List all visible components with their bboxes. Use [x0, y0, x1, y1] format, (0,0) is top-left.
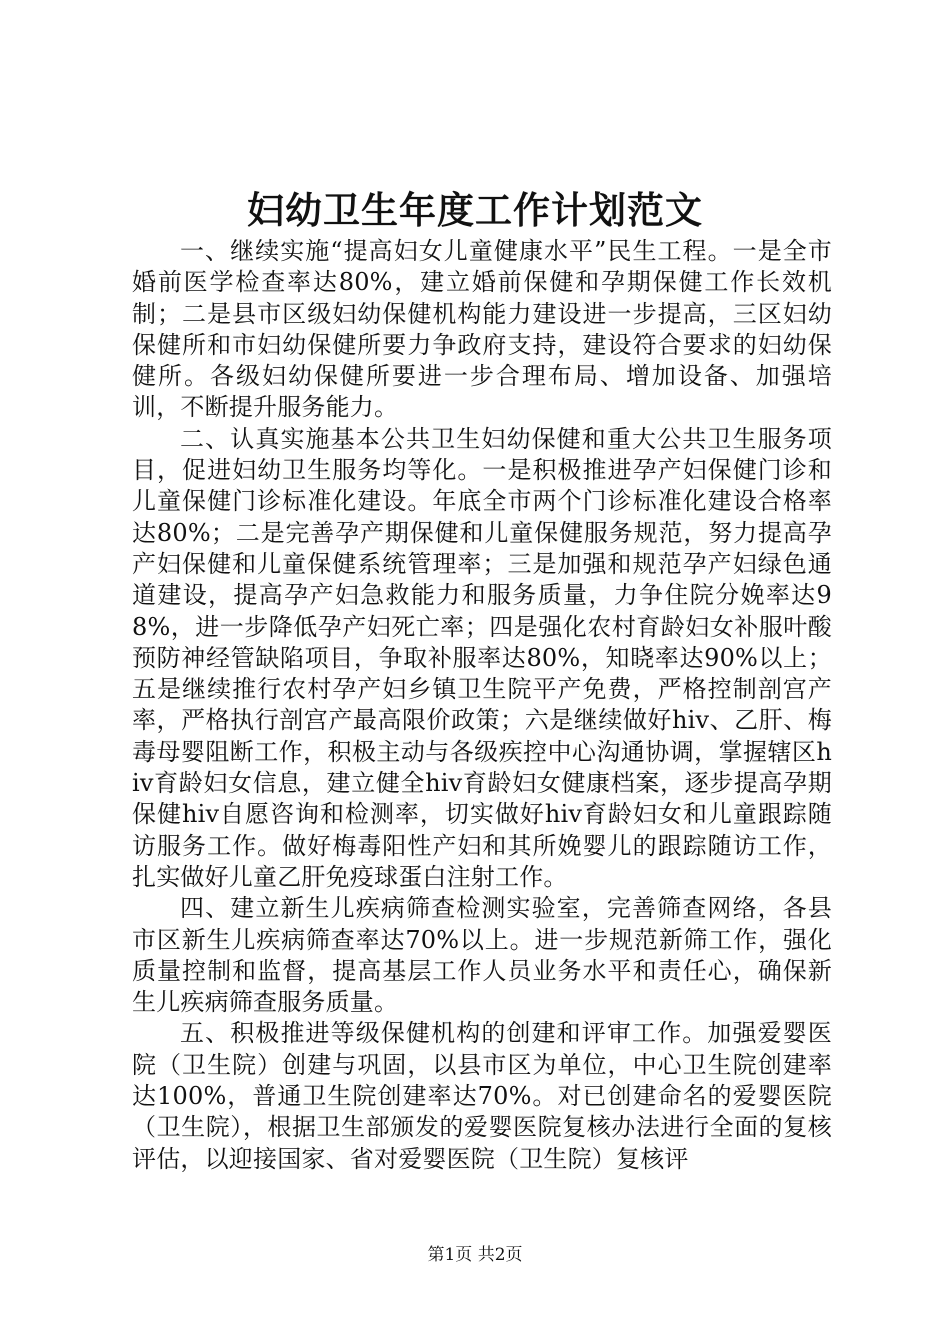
paragraph-3: 四、建立新生儿疾病筛查检测实验室，完善筛查网络，各县市区新生儿疾病筛查率达70%以上。进一步规范新筛工作，强化质量控制和监督，提高基层工作人员业务水平和责任心，确保新生儿疾病筛查服务质量。 — [132, 894, 832, 1017]
paragraph-1: 一、继续实施“提高妇女儿童健康水平”民生工程。一是全市婚前医学检查率达80%，建立婚前保健和孕期保健工作长效机制；二是县市区级妇幼保健机构能力建设进一步提高，三区妇幼保健所和市妇幼保健所要力争政府支持，建设符合要求的妇幼保健所。各级妇幼保健所要进一步合理布局、增加设备、加强培训，不断提升服务能力。 — [132, 237, 832, 422]
document-title: 妇幼卫生年度工作计划范文 — [247, 188, 703, 232]
paragraph-4: 五、积极推进等级保健机构的创建和评审工作。加强爱婴医院（卫生院）创建与巩固，以县市区为单位，中心卫生院创建率达100%，普通卫生院创建率达70%。对已创建命名的爱婴医院（卫生院），根据卫生部颁发的爱婴医院复核办法进行全面的复核评估，以迎接国家、省对爱婴医院（卫生院）复核评 — [132, 1019, 832, 1173]
paragraph-2: 二、认真实施基本公共卫生妇幼保健和重大公共卫生服务项目，促进妇幼卫生服务均等化。一是积极推进孕产妇保健门诊和儿童保健门诊标准化建设。年底全市两个门诊标准化建设合格率达80%；二是完善孕产期保健和儿童保健服务规范，努力提高孕产妇保健和儿童保健系统管理率；三是加强和规范孕产妇绿色通道建设，提高孕产妇急救能力和服务质量，力争住院分娩率达98%，进一步降低孕产妇死亡率；四是强化农村育龄妇女补服叶酸预防神经管缺陷项目，争取补服率达80%，知晓率达90%以上；五是继续推行农村孕产妇乡镇卫生院平产免费，严格控制剖宫产率，严格执行剖宫产最高限价政策；六是继续做好hiv、乙肝、梅毒母婴阻断工作，积极主动与各级疾控中心沟通协调，掌握辖区hiv育龄妇女信息，建立健全hiv育龄妇女健康档案，逐步提高孕期保健hiv自愿咨询和检测率，切实做好hiv育龄妇女和儿童跟踪随访服务工作。做好梅毒阳性产妇和其所娩婴儿的跟踪随访工作，扎实做好儿童乙肝免疫球蛋白注射工作。 — [132, 424, 832, 891]
page-number-footer: 第1页 共2页 — [427, 1245, 523, 1265]
document-body — [132, 236, 832, 1175]
